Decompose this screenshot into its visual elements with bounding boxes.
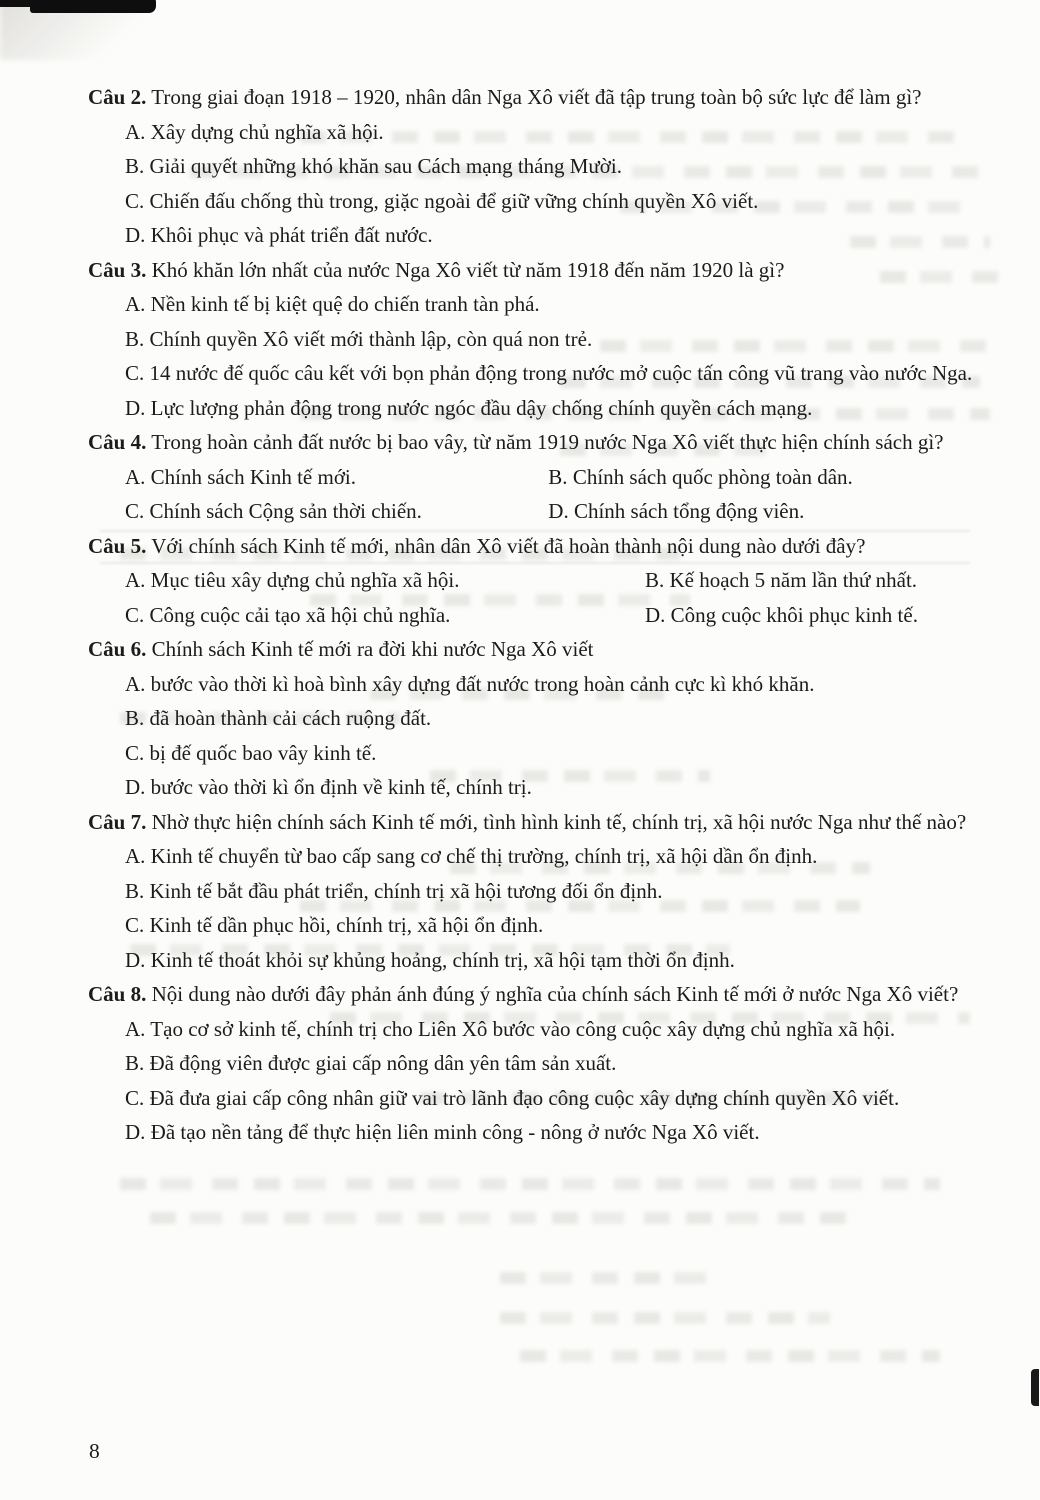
question-number: Câu 4.	[88, 430, 147, 454]
question-body: Trong hoàn cảnh đất nước bị bao vây, từ năm 1919 nước Nga Xô viết thực hiện chính sách gì?	[151, 430, 944, 454]
option-text: Kinh tế thoát khỏi sự khủng hoảng, chính trị, xã hội tạm thời ổn định.	[150, 947, 735, 972]
option-label: B.	[548, 464, 568, 489]
option-label: D.	[125, 223, 146, 247]
option-text: Chính sách Cộng sản thời chiến.	[149, 499, 422, 523]
option-c	[125, 598, 645, 633]
option-text: bước vào thời kì hoà bình xây dựng đất nước trong hoàn cảnh cực kì khó khăn.	[150, 671, 815, 696]
question-body: Nội dung nào dưới đây phản ánh đúng ý nghĩa của chính sách Kinh tế mới ở nước Nga Xô viết?	[151, 982, 959, 1006]
bleed-through-artifact	[150, 1212, 850, 1224]
option-text: Kế hoạch 5 năm lần thứ nhất.	[669, 568, 918, 592]
option-d	[125, 218, 996, 253]
option-label: A.	[125, 292, 146, 316]
question-cau-2	[88, 80, 996, 253]
scan-ink-mark-top	[30, 0, 156, 13]
option-label: C.	[125, 499, 145, 523]
option-a	[125, 460, 548, 495]
quiz-content	[88, 80, 996, 1150]
scan-ink-mark-corner	[0, 0, 44, 7]
bleed-through-artifact	[500, 1312, 830, 1324]
option-label: D.	[125, 947, 146, 972]
option-a	[125, 667, 996, 702]
option-d	[645, 598, 996, 633]
option-text: Tạo cơ sở kinh tế, chính trị cho Liên Xô bước vào công cuộc xây dựng chủ nghĩa xã hội.	[150, 1016, 896, 1041]
question-number: Câu 8.	[88, 982, 147, 1006]
question-cau-3	[88, 253, 996, 426]
option-label: C.	[125, 740, 145, 765]
option-label: D.	[125, 1120, 146, 1144]
bleed-through-artifact	[500, 1272, 720, 1284]
question-text	[88, 425, 996, 460]
options-list	[125, 563, 996, 632]
option-label: D.	[125, 775, 146, 799]
option-text: bị đế quốc bao vây kinh tế.	[149, 740, 377, 765]
question-number: Câu 7.	[88, 809, 147, 834]
option-a	[125, 287, 996, 322]
option-b	[645, 563, 996, 598]
option-text: Chính sách Kinh tế mới.	[150, 464, 357, 489]
option-text: bước vào thời kì ổn định về kinh tế, chính trị.	[150, 775, 532, 799]
options-list	[125, 1012, 996, 1150]
option-label: C.	[125, 602, 145, 627]
option-text: Khôi phục và phát triển đất nước.	[150, 223, 433, 247]
option-c	[125, 736, 996, 771]
question-body: Chính sách Kinh tế mới ra đời khi nước Nga Xô viết	[151, 637, 594, 661]
question-body: Với chính sách Kinh tế mới, nhân dân Xô viết đã hoàn thành nội dung nào dưới đây?	[151, 533, 866, 558]
option-text: Giải quyết những khó khăn sau Cách mạng tháng Mười.	[149, 154, 622, 178]
options-list	[125, 667, 996, 805]
option-b	[125, 701, 996, 736]
question-text	[88, 253, 996, 288]
option-text: Chiến đấu chống thù trong, giặc ngoài để giữ vững chính quyền Xô viết.	[149, 188, 759, 213]
question-text	[88, 805, 996, 840]
option-label: A.	[125, 568, 146, 592]
option-text: Đã đưa giai cấp công nhân giữ vai trò lãnh đạo công cuộc xây dựng chính quyền Xô viết.	[149, 1085, 900, 1110]
option-c	[125, 356, 996, 391]
option-text: Kinh tế chuyển từ bao cấp sang cơ chế thị trường, chính trị, xã hội dần ổn định.	[150, 844, 818, 868]
option-c	[125, 908, 996, 943]
option-label: D.	[548, 499, 569, 523]
option-b	[125, 874, 996, 909]
option-text: Chính sách tổng động viên.	[573, 499, 805, 523]
question-text	[88, 977, 996, 1012]
options-list	[125, 115, 996, 253]
option-text: Nền kinh tế bị kiệt quệ do chiến tranh tàn phá.	[150, 292, 540, 316]
option-text: Chính sách quốc phòng toàn dân.	[572, 464, 853, 489]
option-d	[125, 943, 996, 978]
question-cau-5	[88, 529, 996, 633]
option-c	[125, 184, 996, 219]
option-label: B.	[125, 878, 145, 903]
option-label: C.	[125, 361, 145, 385]
option-label: D.	[125, 395, 146, 420]
question-cau-7	[88, 805, 996, 978]
option-text: Công cuộc cải tạo xã hội chủ nghĩa.	[149, 602, 451, 627]
option-a	[125, 115, 996, 150]
option-label: D.	[644, 602, 666, 627]
option-a	[125, 1012, 996, 1047]
option-c	[125, 1081, 996, 1116]
option-label: C.	[125, 1085, 145, 1110]
question-number: Câu 6.	[88, 637, 147, 661]
options-list	[125, 839, 996, 977]
option-text: Kinh tế bắt đầu phát triển, chính trị xã hội tương đối ổn định.	[149, 878, 663, 903]
option-text: Đã tạo nền tảng để thực hiện liên minh công - nông ở nước Nga Xô viết.	[150, 1120, 760, 1144]
option-b	[125, 322, 996, 357]
option-b	[125, 1046, 996, 1081]
option-label: C.	[125, 913, 145, 937]
question-body: Trong giai đoạn 1918 – 1920, nhân dân Nga Xô viết đã tập trung toàn bộ sức lực để làm gì?	[151, 85, 922, 109]
option-text: Kinh tế dần phục hồi, chính trị, xã hội ổn định.	[149, 913, 544, 937]
option-a	[125, 563, 645, 598]
option-d	[125, 1115, 996, 1150]
option-d	[548, 494, 996, 529]
question-cau-8	[88, 977, 996, 1150]
question-body: Khó khăn lớn nhất của nước Nga Xô viết từ năm 1918 đến năm 1920 là gì?	[151, 257, 785, 282]
option-text: 14 nước đế quốc câu kết với bọn phản động trong nước mở cuộc tấn công vũ trang vào nước Nga.	[149, 361, 973, 385]
option-text: đã hoàn thành cải cách ruộng đất.	[149, 706, 432, 730]
question-cau-4	[88, 425, 996, 529]
question-number: Câu 5.	[88, 533, 147, 558]
option-label: B.	[125, 706, 145, 730]
options-list	[125, 460, 996, 529]
option-label: A.	[125, 1016, 146, 1041]
option-d	[125, 391, 996, 426]
option-text: Xây dựng chủ nghĩa xã hội.	[150, 119, 384, 144]
question-body: Nhờ thực hiện chính sách Kinh tế mới, tình hình kinh tế, chính trị, xã hội nước Nga như thế nào?	[151, 809, 967, 834]
options-list	[125, 287, 996, 425]
option-text: Chính quyền Xô viết mới thành lập, còn quá non trẻ.	[149, 326, 593, 351]
question-number: Câu 3.	[88, 257, 147, 282]
question-text	[88, 80, 996, 115]
option-label: B.	[125, 326, 145, 351]
option-label: B.	[644, 568, 665, 592]
option-text: Công cuộc khôi phục kinh tế.	[670, 602, 918, 627]
option-label: A.	[125, 464, 146, 489]
option-label: C.	[125, 188, 145, 213]
option-label: A.	[125, 671, 146, 696]
option-a	[125, 839, 996, 874]
option-label: A.	[125, 844, 146, 868]
option-d	[125, 770, 996, 805]
option-text: Đã động viên được giai cấp nông dân yên tâm sản xuất.	[149, 1051, 617, 1075]
page-number: 8	[89, 1439, 100, 1463]
option-b	[125, 149, 996, 184]
option-c	[125, 494, 548, 529]
option-label: B.	[125, 1051, 145, 1075]
question-text	[88, 632, 996, 667]
question-text	[88, 529, 996, 564]
option-text: Mục tiêu xây dựng chủ nghĩa xã hội.	[150, 568, 460, 592]
scan-ink-mark-right-edge	[1031, 1369, 1039, 1406]
option-text: Lực lượng phản động trong nước ngóc đầu dậy chống chính quyền cách mạng.	[150, 395, 813, 420]
option-label: B.	[125, 154, 145, 178]
question-number: Câu 2.	[88, 85, 147, 109]
bleed-through-artifact	[520, 1350, 940, 1362]
question-cau-6	[88, 632, 996, 805]
option-b	[548, 460, 996, 495]
bleed-through-artifact	[120, 1178, 940, 1190]
option-label: A.	[125, 119, 146, 144]
